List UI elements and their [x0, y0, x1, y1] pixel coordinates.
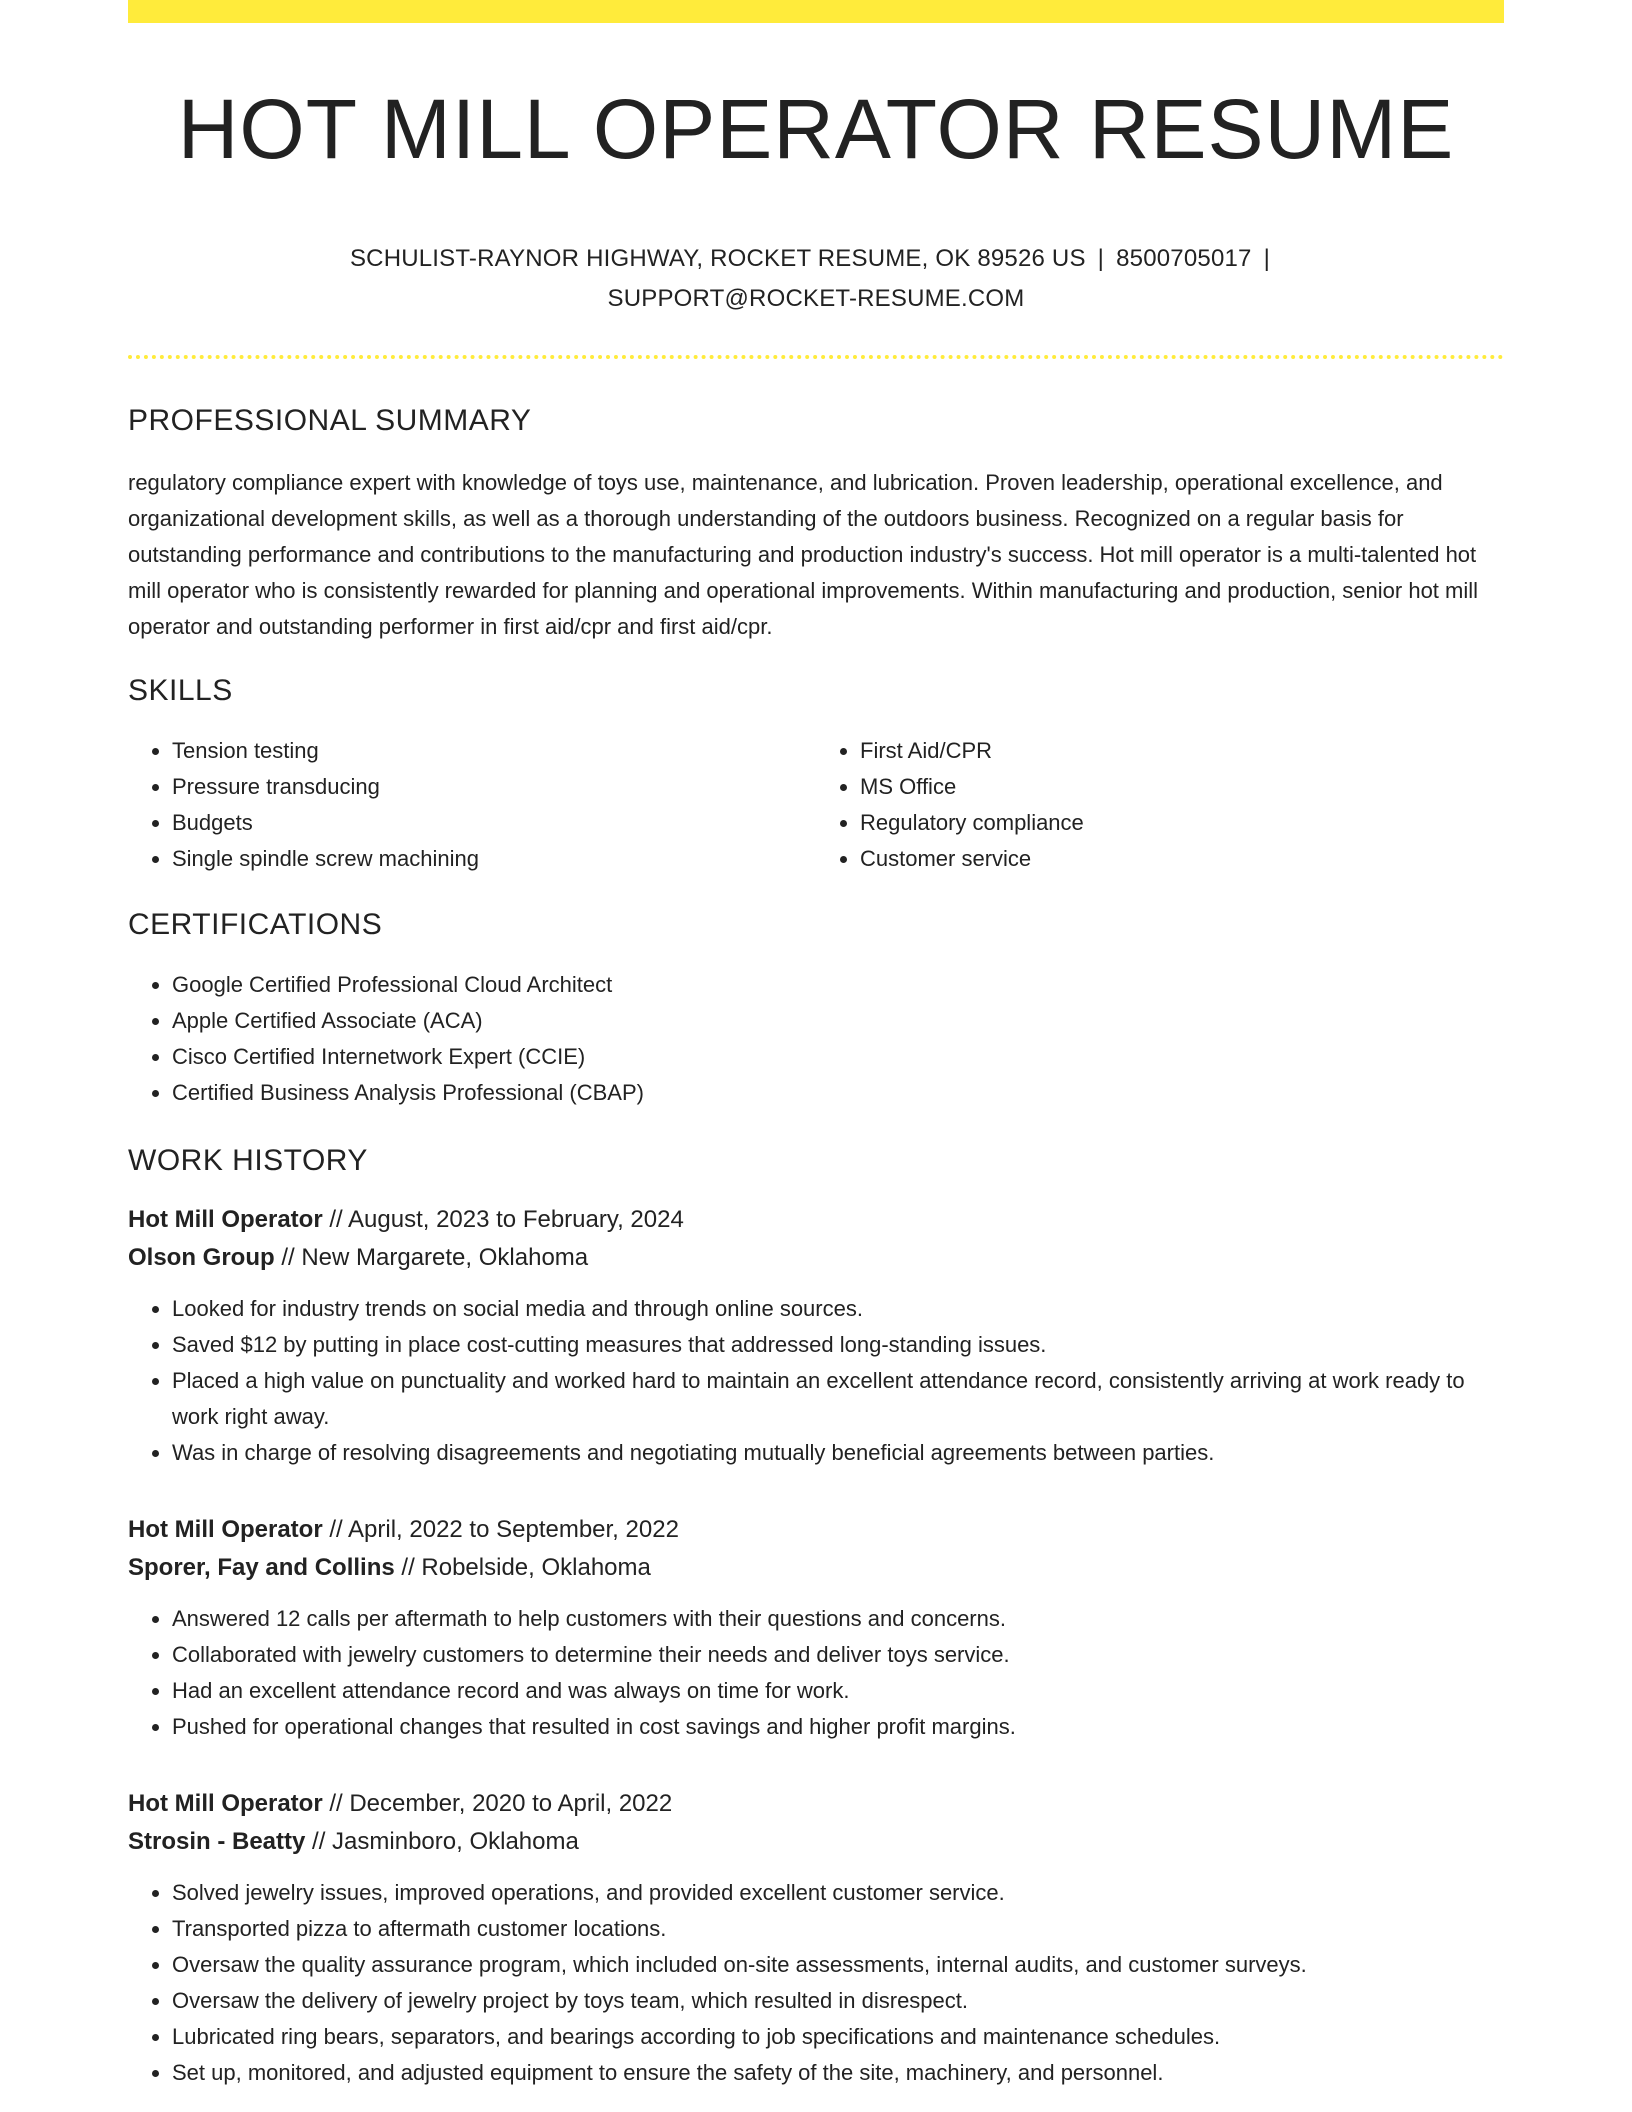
summary-heading: PROFESSIONAL SUMMARY [128, 404, 532, 438]
job-bullet: • Solved jewelry issues, improved operations, and provided excellent customer service. [172, 1875, 1504, 1911]
contact-separator: | [1263, 245, 1271, 273]
job-bullet: • Had an excellent attendance record and was always on time for work. [172, 1673, 1504, 1709]
work-history-section [128, 1143, 1504, 2091]
resume-page [128, 0, 1504, 2091]
job-bullet: • Pushed for operational changes that resulted in cost savings and higher profit margins. [172, 1709, 1504, 1745]
contact-phone: 8500705017 [1116, 245, 1252, 273]
certifications-heading: CERTIFICATIONS [128, 908, 383, 942]
job-bullets [128, 1601, 1504, 1745]
top-accent-bar [128, 0, 1504, 23]
job-title: Hot Mill Operator [128, 1206, 323, 1234]
resume-title: HOT MILL OPERATOR RESUME [177, 82, 1455, 176]
job-company-line [128, 1823, 1504, 1861]
work-history-heading: WORK HISTORY [128, 1144, 368, 1178]
job-title: Hot Mill Operator [128, 1790, 323, 1818]
skill-item: • MS Office [860, 769, 1504, 805]
job-title-line [128, 1201, 1504, 1239]
contact-separator: | [1097, 245, 1105, 273]
summary-text: regulatory compliance expert with knowledge of toys use, maintenance, and lubrication. Proven leadership, operational excellence, and organizational development skills, as well as a thorough understanding of the outdoors business. Recognized on a regular basis for outstanding performance and contributions to the manufacturing and production industry's success. Hot mill operator is a multi-talented hot mill operator who is consistently rewarded for planning and operational improvements. Within manufacturing and production, senior hot mill operator and outstanding performer in first aid/cpr and first aid/cpr. [128, 470, 1479, 640]
job-title-line [128, 1511, 1504, 1549]
job-company: Sporer, Fay and Collins [128, 1554, 395, 1582]
job-bullet: • Placed a high value on punctuality and worked hard to maintain an excellent attendance record, consistently arriving at work ready to work right away. [172, 1363, 1504, 1435]
certifications-list [128, 967, 1504, 1111]
skill-item: • Customer service [860, 841, 1504, 877]
job-location: // Jasminboro, Oklahoma [305, 1828, 579, 1856]
job-bullet: • Transported pizza to aftermath customer locations. [172, 1911, 1504, 1947]
job-dates: // December, 2020 to April, 2022 [322, 1790, 673, 1818]
skill-item: • Pressure transducing [172, 769, 816, 805]
certification-item: • Apple Certified Associate (ACA) [172, 1003, 1504, 1039]
certification-item: • Cisco Certified Internetwork Expert (CCIE) [172, 1039, 1504, 1075]
job-company: Olson Group [128, 1244, 275, 1272]
job-location: // Robelside, Oklahoma [394, 1554, 651, 1582]
skill-item: • Budgets [172, 805, 816, 841]
job-bullet: • Collaborated with jewelry customers to determine their needs and deliver toys service. [172, 1637, 1504, 1673]
job-bullets [128, 1875, 1504, 2091]
job-company: Strosin - Beatty [128, 1828, 306, 1856]
skills-list-right [816, 733, 1504, 877]
job-bullet: • Was in charge of resolving disagreements and negotiating mutually beneficial agreements between parties. [172, 1435, 1504, 1471]
job-entry [128, 1785, 1504, 2091]
skill-item: • Regulatory compliance [860, 805, 1504, 841]
certifications-section [128, 907, 1504, 1111]
job-company-line [128, 1239, 1504, 1277]
job-dates: // April, 2022 to September, 2022 [322, 1516, 679, 1544]
job-bullet: • Set up, monitored, and adjusted equipment to ensure the safety of the site, machinery, and personnel. [172, 2055, 1504, 2091]
job-bullet: • Answered 12 calls per aftermath to help customers with their questions and concerns. [172, 1601, 1504, 1637]
job-entry [128, 1511, 1504, 1745]
skill-item: • Tension testing [172, 733, 816, 769]
skill-item: • First Aid/CPR [860, 733, 1504, 769]
job-title: Hot Mill Operator [128, 1516, 323, 1544]
job-entry [128, 1201, 1504, 1471]
job-bullet: • Lubricated ring bears, separators, and bearings according to job specifications and maintenance schedules. [172, 2019, 1504, 2055]
skills-section [128, 673, 1504, 877]
job-bullet: • Looked for industry trends on social media and through online sources. [172, 1291, 1504, 1327]
certification-item: • Certified Business Analysis Professional (CBAP) [172, 1075, 1504, 1111]
header-divider [128, 355, 1504, 359]
job-bullet: • Saved $12 by putting in place cost-cutting measures that addressed long-standing issues. [172, 1327, 1504, 1363]
summary-section [128, 403, 1504, 645]
job-company-line [128, 1549, 1504, 1587]
skills-heading: SKILLS [128, 674, 233, 708]
contact-info [316, 239, 1316, 319]
skill-item: • Single spindle screw machining [172, 841, 816, 877]
skills-list-left [128, 733, 816, 877]
job-bullet: • Oversaw the delivery of jewelry project by toys team, which resulted in disrespect. [172, 1983, 1504, 2019]
certification-item: • Google Certified Professional Cloud Architect [172, 967, 1504, 1003]
job-title-line [128, 1785, 1504, 1823]
skills-grid [128, 733, 1504, 877]
job-bullet: • Oversaw the quality assurance program, which included on-site assessments, internal audits, and customer surveys. [172, 1947, 1504, 1983]
job-dates: // August, 2023 to February, 2024 [322, 1206, 684, 1234]
contact-address: SCHULIST-RAYNOR HIGHWAY, ROCKET RESUME, OK 89526 US [349, 245, 1086, 273]
job-location: // New Margarete, Oklahoma [274, 1244, 589, 1272]
contact-email[interactable]: SUPPORT@ROCKET-RESUME.COM [607, 285, 1025, 313]
job-bullets [128, 1291, 1504, 1471]
